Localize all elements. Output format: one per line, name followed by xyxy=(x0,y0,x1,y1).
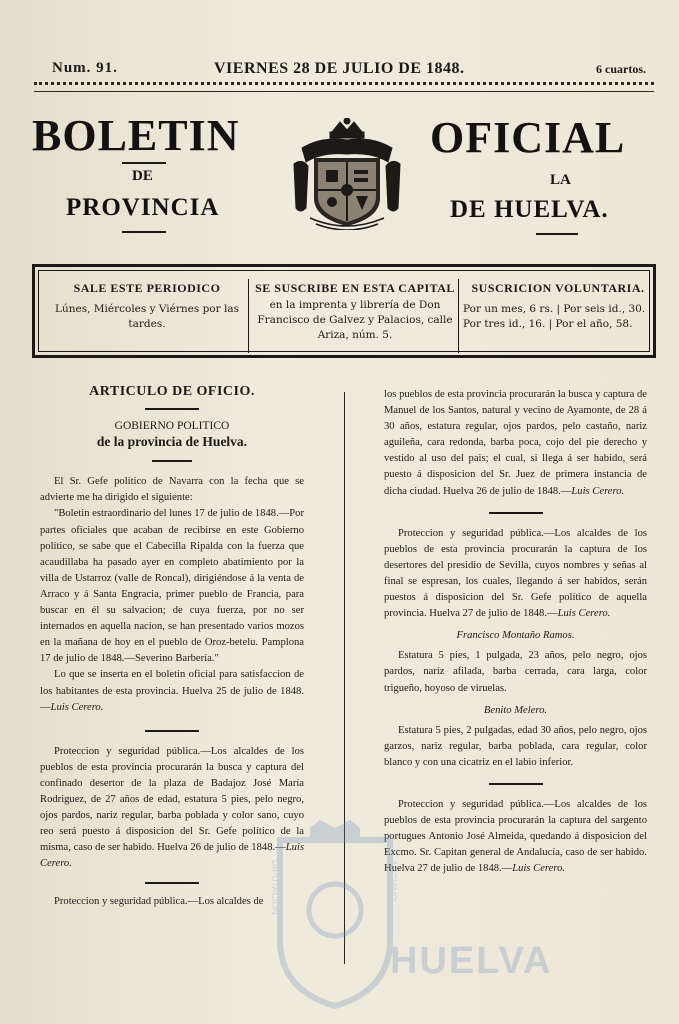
paragraph-text: Proteccion y seguridad pública.—Los alcaldes de los pueblos de esta provincia procurarán la captura de los desertores del presidio de Sevilla, cuyos nombres y señas al final se espresan, los cuales, llegando á ser habidos, serán puestos á disposicion del Sr. Gefe político de aquella provincia. Huelva 27 de julio de 1848.— xyxy=(384,527,647,620)
masthead-oficial: OFICIAL xyxy=(430,113,626,162)
masthead xyxy=(30,110,655,240)
deserter-description: Estatura 5 pies, 1 pulgada, 23 años, pelo negro, ojos pardos, nariz afilada, barba cerrada, cara larga, color trigueño, hoyoso de viruelas. xyxy=(384,650,647,694)
masthead-rule xyxy=(122,162,166,164)
subscription-location xyxy=(253,281,457,357)
government-heading: GOBIERNO POLITICO xyxy=(114,420,230,433)
issue-header xyxy=(34,58,654,82)
paragraph-text: Proteccion y seguridad pública.—Los alcaldes de los pueblos de esta provincia procurarán la busca y captura del confinado desertor de la plaza de Badajoz José María Rodriguez, de 27 años de edad, estatura 5 pies, pelo negro, ojos pardos, nariz regular, barba poblada y color sano, cuyo reo será puesto á disposicion del Sr. Gefe político de la misma, caso de ser habido. Huelva 26 de julio de 1848.— xyxy=(40,745,304,854)
header-rule xyxy=(34,82,654,92)
masthead-rule xyxy=(122,231,166,233)
box-divider xyxy=(248,279,249,353)
watermark-label: ARCHIVO xyxy=(388,860,398,902)
subscription-box-inner xyxy=(38,270,650,352)
notice-paragraph: Proteccion y seguridad pública.—Los alcaldes de xyxy=(54,896,264,908)
watermark-shield-icon xyxy=(270,820,400,1010)
subscription-box xyxy=(32,264,656,358)
subscription-location-title: SE SUSCRIBE EN ESTA CAPITAL xyxy=(255,281,455,295)
article-title: ARTICULO DE OFICIO. xyxy=(89,384,255,399)
section-rule xyxy=(489,783,543,785)
article-paragraph: El Sr. Gefe político de Navarra con la fecha que se advierte me ha dirigido el siguiente: xyxy=(40,476,304,504)
archive-watermark xyxy=(270,820,610,1020)
publication-days-text: Lúnes, Miércoles y Viérnes por las tardes. xyxy=(55,303,239,330)
section-rule xyxy=(145,882,199,884)
signature: Luis Cerero. xyxy=(512,863,566,875)
signature: Luis Cerero. xyxy=(557,608,611,620)
watermark-text: HUELVA xyxy=(390,940,553,982)
signature: Luis Cerero. xyxy=(40,842,304,870)
notice-paragraph xyxy=(384,526,647,623)
masthead-de-huelva: DE HUELVA. xyxy=(450,196,609,223)
section-rule xyxy=(145,730,199,732)
box-divider xyxy=(458,279,459,353)
deserter-name: Francisco Montaño Ramos. xyxy=(456,630,575,642)
notice-paragraph xyxy=(40,744,304,873)
signature: Luis Cerero. xyxy=(50,701,104,713)
issue-price: 6 cuartos. xyxy=(596,62,646,76)
deserter-description: Estatura 5 pies, 2 pulgadas, edad 30 años, pelo negro, ojos garzos, nariz regular, barba poblada, cara regular, color blanco y con una cicatriz en el labio inferior. xyxy=(384,724,647,768)
price-line: Por tres id., 16. | Por el año, 58. xyxy=(463,318,633,330)
paragraph-text: Lo que se inserta en el boletin oficial para satisfaccion de los habitantes de esta provincia. Huelva 25 de julio de 1848.— xyxy=(40,669,304,713)
publication-days xyxy=(47,281,247,357)
masthead-la: LA xyxy=(550,172,571,188)
section-rule xyxy=(145,408,199,410)
section-rule xyxy=(152,460,192,462)
section-rule xyxy=(489,512,543,514)
masthead-boletin: BOLETIN xyxy=(32,111,240,160)
paragraph-text: los pueblos de esta provincia procurarán la busca y captura de Manuel de los Santos, natural y vecino de Ayamonte, de 28 á 30 años, estatura regular, ojos pardos, pelo castaño, nariz aguileña, cara redonda, barba poca, cojo del pie derecho y vestido al uso del pais; el cual, si llega á ser habido, será puesto á disposicion del Sr. Juez de primera instancia de dicha ciudad. Huelva 26 de julio de 1848.— xyxy=(384,389,647,497)
subscription-prices xyxy=(463,281,653,357)
publication-days-title: SALE ESTE PERIODICO xyxy=(73,281,221,295)
paragraph-text: Proteccion y seguridad pública.—Los alcaldes de los pueblos de esta provincia procurarán la captura del sargento portugues Antonio José Almeida, quedando á disposicion del Excmo. Sr. Capitan general de Andalucía, caso de ser habido. Huelva 27 de julio de 1848.— xyxy=(384,798,647,875)
watermark-label: DIPUTACION xyxy=(270,860,280,915)
subscription-prices-title: SUSCRICION VOLUNTARIA. xyxy=(471,281,645,295)
issue-number: Num. 91. xyxy=(52,60,118,76)
subscription-location-text: en la imprenta y librería de Don Francisco de Galvez y Palacios, calle Ariza, núm. 5. xyxy=(257,299,453,341)
issue-date: VIERNES 28 DE JULIO DE 1848. xyxy=(214,60,465,77)
right-column xyxy=(384,387,647,877)
masthead-rule xyxy=(536,233,578,235)
government-subheading: de la provincia de Huelva. xyxy=(96,434,248,450)
masthead-de: DE xyxy=(132,168,153,184)
signature: Luis Cerero. xyxy=(571,485,625,497)
price-line: Por un mes, 6 rs. | Por seis id., 30. xyxy=(463,303,646,315)
left-column xyxy=(40,376,304,911)
notice-paragraph xyxy=(384,387,647,500)
article-paragraph xyxy=(40,667,304,715)
deserter-name: Benito Melero. xyxy=(483,704,548,716)
royal-crest-icon xyxy=(292,118,402,230)
masthead-provincia: PROVINCIA xyxy=(66,194,220,221)
article-paragraph: "Boletin estraordinario del lunes 17 de julio de 1848.—Por partes oficiales que acaban de recibirse en este Gobierno político, se sabe que el Cabecilla Ripalda con la fuerza que acaudillaba ha pasado ayer en completo abatimiento por la villa de Ustarroz (valle de Roncal), dirigiéndose á la venta de Arraco y á Santa Engracia, primer pueblo de Francia, para buscar en él su salvacion; de cuya fuerza, por no ser internados en aquella nacion, se han presentado varios mozos en la mañana de hoy en el pueblo de Oroz-betelu. Pamplona 17 de julio de 1848.—Severino Barbería." xyxy=(40,508,304,665)
